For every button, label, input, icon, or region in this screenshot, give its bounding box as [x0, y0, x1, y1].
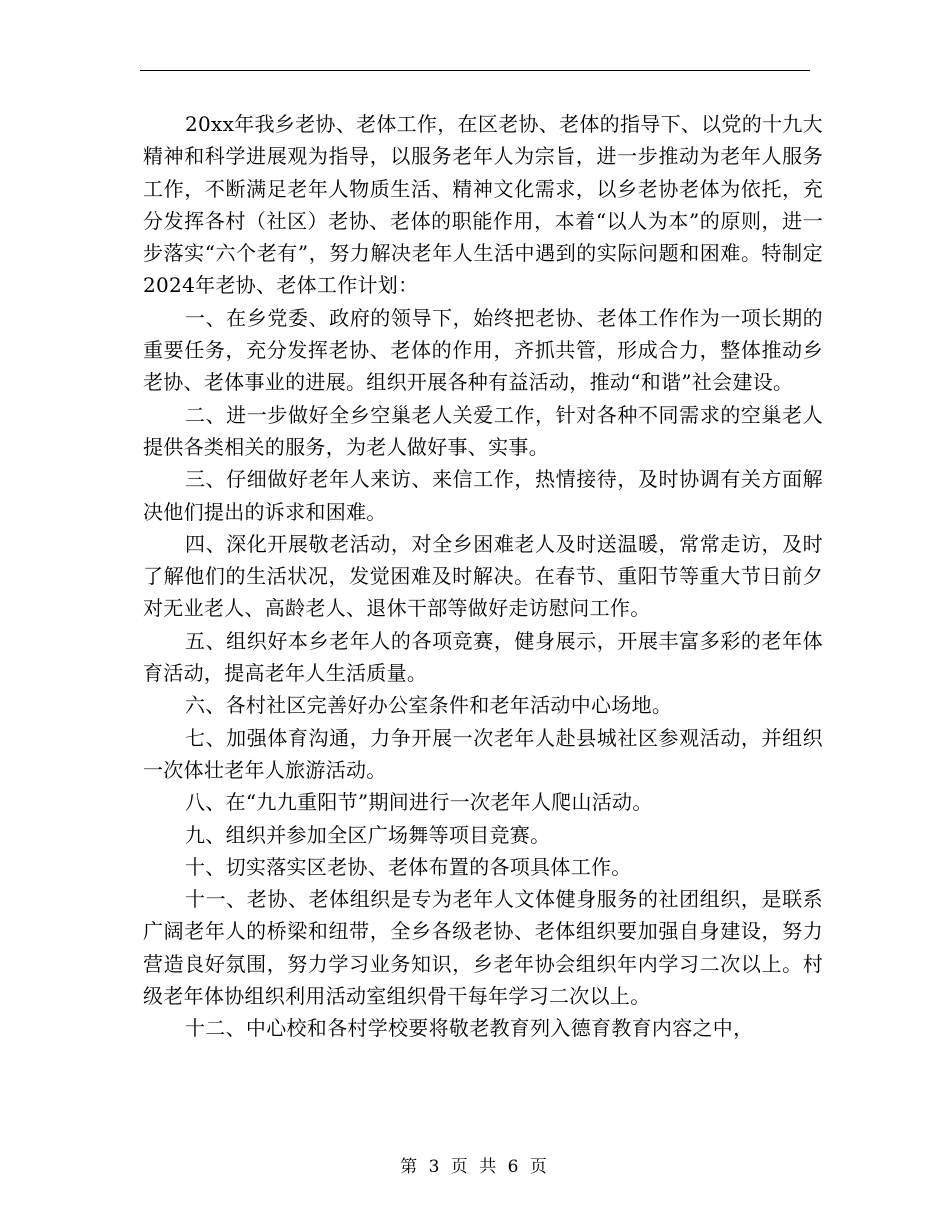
paragraph-item-6: 六、各村社区完善好办公室条件和老年活动中心场地。 [185, 693, 673, 718]
page-number-footer: 第 3 页 共 6 页 [400, 1157, 550, 1177]
paragraph-item-1: 一、在乡党委、政府的领导下，始终把老协、老体工作作为一项长期的重要任务，充分发挥老协、老体的作用，齐抓共管，形成合力，整体推动乡老协、老体事业的进展。组织开展各种有益活动，推动“和谐”社会建设。 [143, 305, 823, 395]
paragraph-item-10: 十、切实落实区老协、老体布置的各项具体工作。 [185, 854, 632, 879]
paragraph-item-5: 五、组织好本乡老年人的各项竞赛，健身展示，开展丰富多彩的老年体育活动，提高老年人生活质量。 [143, 628, 823, 686]
paragraph-item-2: 二、进一步做好全乡空巢老人关爱工作，针对各种不同需求的空巢老人提供各类相关的服务，为老人做好事、实事。 [143, 402, 823, 459]
paragraph-item-9: 九、组织并参加全区广场舞等项目竞赛。 [185, 822, 551, 847]
document-body [143, 108, 823, 1045]
paragraph-item-11: 十一、老协、老体组织是专为老年人文体健身服务的社团组织，是联系广阔老年人的桥梁和纽带，全乡各级老协、老体组织要加强自身建设，努力营造良好氛围，努力学习业务知识，乡老年协会组织年内学习二次以上。村级老年体协组织利用活动室组织骨干每年学习二次以上。 [143, 887, 823, 1009]
paragraph-item-8: 八、在“九九重阳节”期间进行一次老年人爬山活动。 [185, 790, 653, 815]
header-rule [140, 70, 810, 71]
paragraph-item-4: 四、深化开展敬老活动，对全乡困难老人及时送温暖，常常走访，及时了解他们的生活状况，发觉困难及时解决。在春节、重阳节等重大节日前夕对无业老人、高龄老人、退休干部等做好走访慰问工作。 [143, 531, 823, 621]
paragraph-item-3: 三、仔细做好老年人来访、来信工作，热情接待，及时协调有关方面解决他们提出的诉求和困难。 [143, 467, 823, 524]
paragraph-item-12: 十二、中心校和各村学校要将敬老教育列入德育教育内容之中， [185, 1016, 754, 1041]
paragraph-intro: 20xx年我乡老协、老体工作，在区老协、老体的指导下、以党的十九大精神和科学进展观为指导，以服务老年人为宗旨，进一步推动为老年人服务工作，不断满足老年人物质生活、精神文化需求，以乡老协老体为依托，充分发挥各村（社区）老协、老体的职能作用，本着“以人为本”的原则，进一步落实“六个老有”，努力解决老年人生活中遇到的实际问题和困难。特制定2024年老协、老体工作计划： [143, 112, 823, 298]
paragraph-item-7: 七、加强体育沟通，力争开展一次老年人赴县城社区参观活动，并组织一次体壮老年人旅游活动。 [143, 725, 823, 782]
